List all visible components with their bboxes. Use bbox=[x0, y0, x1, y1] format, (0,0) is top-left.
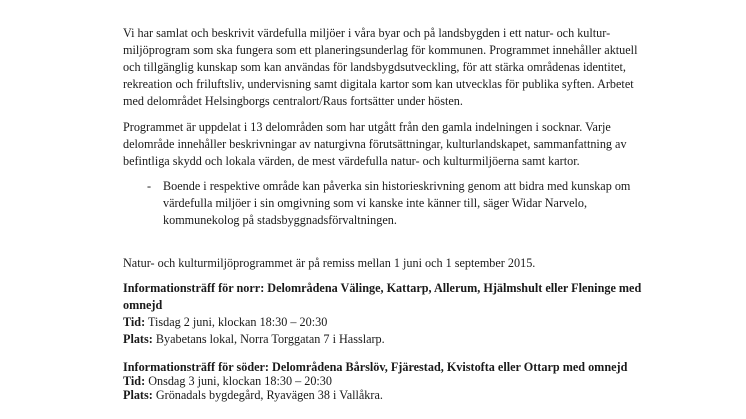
time-label: Tid: bbox=[123, 374, 146, 388]
time-value: Onsdag 3 juni, klockan 18:30 – 20:30 bbox=[145, 374, 332, 388]
place-label: Plats: bbox=[123, 332, 153, 346]
meeting-north-time bbox=[123, 314, 643, 331]
program-paragraph: Programmet är uppdelat i 13 delområden som har utgått från den gamla indelningen i socknar. Varje delområde innehåller beskrivningar av naturgivna förutsättningar, kulturlandskapet, sammanfattning av befintliga skydd och lokala värden, de mest värdefulla natur- och kulturmiljöerna samt kartor. bbox=[123, 120, 627, 168]
time-value: Tisdag 2 juni, klockan 18:30 – 20:30 bbox=[145, 315, 328, 329]
time-label: Tid: bbox=[123, 315, 146, 329]
meeting-north-place bbox=[123, 331, 643, 348]
meeting-south-place bbox=[123, 388, 643, 402]
place-value: Grönadals bygdegård, Ryavägen 38 i Vallåkra. bbox=[152, 388, 383, 402]
meeting-north-title: Informationsträff för norr: Delområdena Välinge, Kattarp, Allerum, Hjälmshult eller Fleninge med omnejd bbox=[123, 281, 642, 312]
bullet-marker: - bbox=[147, 179, 152, 193]
bullet-text: Boende i respektive område kan påverka sin historieskrivning genom att bidra med kunskap om värdefulla miljöer i sin omgivning som vi kanske inte känner till, säger Widar Narvelo, kommunekolog på stadsbyggnadsförvaltningen. bbox=[163, 179, 631, 227]
meeting-south bbox=[123, 360, 643, 402]
place-value: Byabetans lokal, Norra Torggatan 7 i Hasslarp. bbox=[152, 332, 385, 346]
remiss-paragraph: Natur- och kulturmiljöprogrammet är på remiss mellan 1 juni och 1 september 2015. bbox=[123, 256, 536, 270]
meeting-north bbox=[123, 280, 643, 348]
meeting-south-time bbox=[123, 374, 643, 388]
intro-paragraph: Vi har samlat och beskrivit värdefulla miljöer i våra byar och på landsbygden i ett natur- och kultur-miljöprogram som ska fungera som ett planeringsunderlag för kommunen. Programmet innehåller aktuell och tillgänglig kunskap som kan användas för landsbygdsutveckling, för att stärka områdenas identitet, rekreation och friluftsliv, undervisning samt digitala kartor som kan utvecklas för publika syften. Arbetet med delområdet Helsingborgs centralort/Raus fortsätter under hösten. bbox=[123, 26, 638, 108]
place-label: Plats: bbox=[123, 388, 153, 402]
quote-bullet bbox=[123, 178, 643, 229]
document-body bbox=[123, 25, 643, 402]
meeting-south-title: Informationsträff för söder: Delområdena Bårslöv, Fjärestad, Kvistofta eller Ottarp med omnejd bbox=[123, 360, 628, 374]
